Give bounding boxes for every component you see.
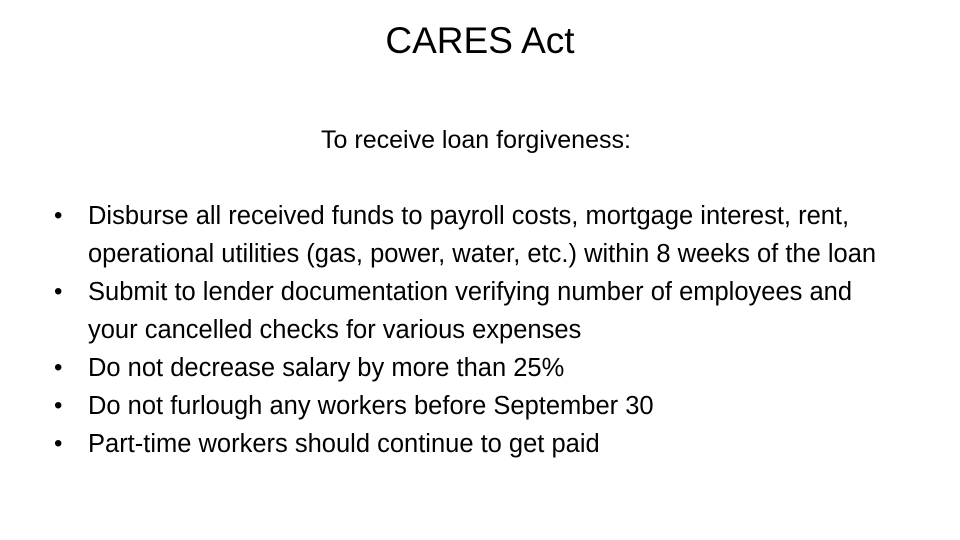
bullet-point-icon: • <box>54 430 63 457</box>
bullet-text: Do not furlough any workers before September 30 <box>88 392 654 420</box>
bullet-item-part-time <box>52 425 902 463</box>
bullet-point-icon: • <box>54 392 63 419</box>
bullet-point-icon: • <box>54 278 63 305</box>
bullet-item-submit-documentation <box>52 273 902 349</box>
bullet-item-furlough <box>52 387 902 425</box>
bullet-point-icon: • <box>54 202 63 229</box>
bullet-item-disburse-funds <box>52 197 902 273</box>
bullet-list <box>52 197 902 463</box>
bullet-item-salary <box>52 349 902 387</box>
slide-subtitle: To receive loan forgiveness: <box>321 126 631 154</box>
bullet-text: Disburse all received funds to payroll costs, mortgage interest, rent, operational utilities (gas, power, water, etc.) within 8 weeks of the loan <box>88 202 877 268</box>
bullet-point-icon: • <box>54 354 63 381</box>
bullet-text: Part-time workers should continue to get paid <box>88 430 600 458</box>
slide-title: CARES Act <box>385 20 575 61</box>
bullet-text: Do not decrease salary by more than 25% <box>88 354 565 382</box>
bullet-text: Submit to lender documentation verifying number of employees and your cancelled checks for various expenses <box>88 278 853 344</box>
